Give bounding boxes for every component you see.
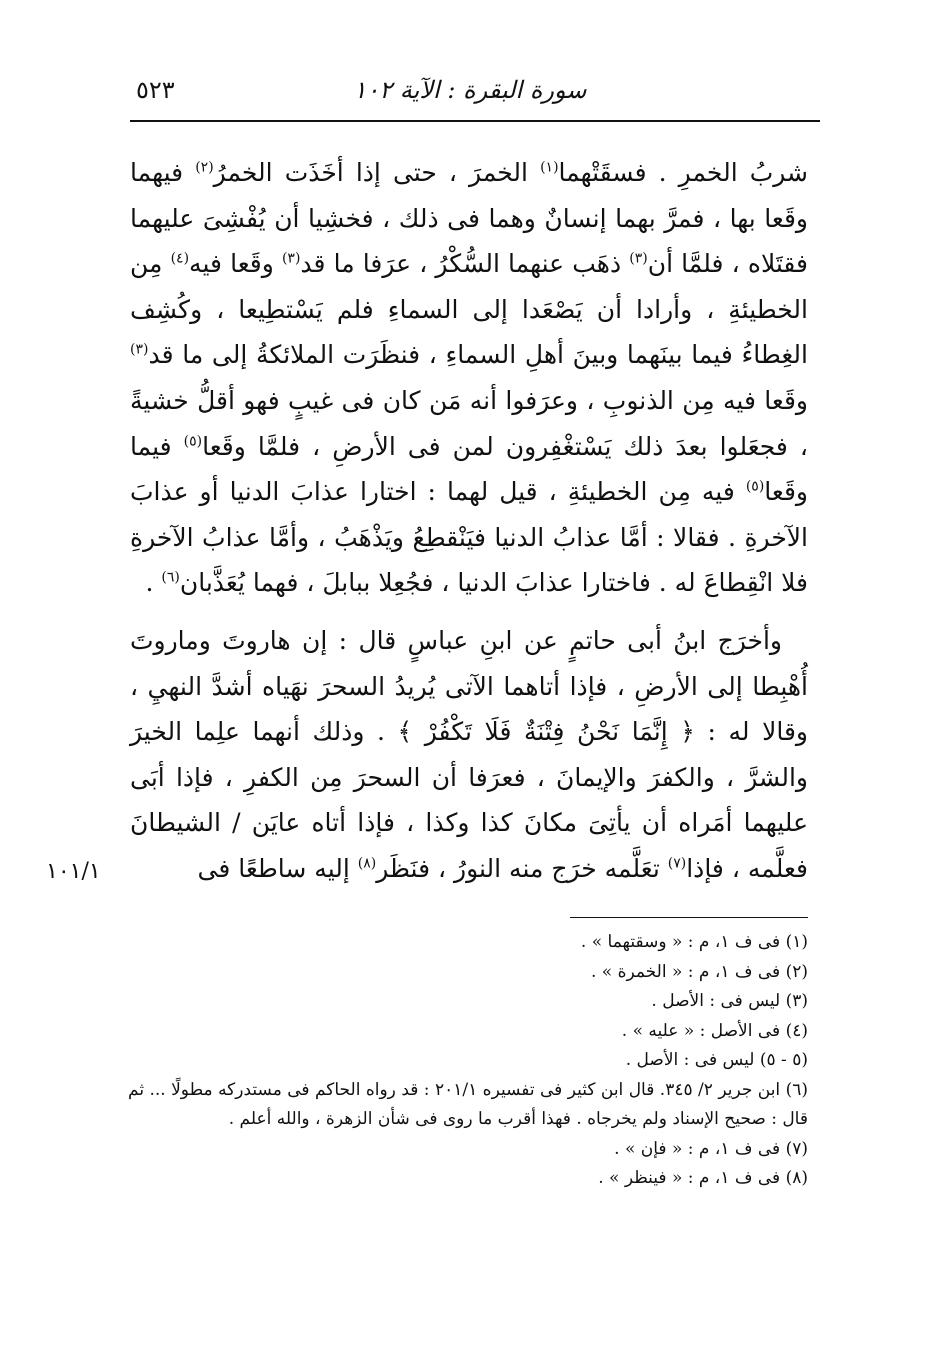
footnote-marker[interactable]: (٣) xyxy=(130,342,149,359)
text-run: فيما وقَعا xyxy=(130,431,808,507)
text-run: فيهما وقَعا بها ، فمرَّ بهما إنسانٌ وهما فى ذلك ، فخشِيا أن يُفْشِىَ عليهما فقتَلاه ، فلمَّا أن xyxy=(130,158,809,279)
text-run: الخمرَ ، حتى إذا أخَذَت الخمرُ xyxy=(213,158,541,187)
text-run: فيه مِن الخطيئةِ ، قيل لهما : اختارا عذابَ الدنيا أو عذابَ الآخرةِ . فقالا : أمَّا عذابُ الدنيا فيَنْقطِعُ ويَذْهَبُ ، وأمَّا عذابُ الآخرةِ فلا انْقِطاعَ له . فاختارا عذابَ الدنيا ، فجُعِلا ببابلَ ، فهما يُعَذَّبان xyxy=(130,477,808,598)
footnote-marker[interactable]: (٥) xyxy=(183,433,203,450)
footnote-1: (١) فى ف ١، م : « وسقتهما » . xyxy=(580,932,808,952)
footnote-marker[interactable]: (٧) xyxy=(667,855,687,872)
paragraph-2 xyxy=(130,618,808,892)
text-run: . xyxy=(145,568,162,598)
footnote-marker[interactable]: (٨) xyxy=(357,855,377,872)
page-number: ٥٢٣ xyxy=(136,76,175,104)
text-run: إليه ساطعًا فى xyxy=(197,853,358,883)
footnote-separator xyxy=(570,917,808,918)
footnote-marker[interactable]: (٤) xyxy=(170,250,190,267)
footnote-marker[interactable]: (١) xyxy=(540,159,559,176)
footnotes xyxy=(128,928,808,1194)
text-run: ذهَب عنهما السُّكْرُ ، عرَفا ما قد xyxy=(300,249,630,279)
footnote-6: (٦) ابن جرير ٢/ ٣٤٥. قال ابن كثير فى تفسيره ٢٠١/١ : قد رواه الحاكم فى مستدركه مطولًا ... ثم قال : صحيح الإسناد ولم يخرجاه . فهذا أقرب ما روى فى شأن الزهرة ، والله أعلم . xyxy=(128,1079,808,1129)
text-run: شربُ الخمرِ . فسقَتْهما xyxy=(558,158,808,187)
footnote-marker[interactable]: (٣) xyxy=(281,250,301,267)
footnote-marker[interactable]: (٥) xyxy=(745,478,765,495)
text-run: وقَعا فيه xyxy=(189,249,282,279)
footnote-marker[interactable]: (٣) xyxy=(629,250,648,267)
text-run: وأخرَج ابنُ أبى حاتمٍ عن ابنِ عباسٍ قال : إن هاروتَ وماروتَ أُهْبِطا إلى الأرضِ ، فإذا أتاهما الآتى يُريدُ السحرَ نهَياه أشدَّ النهيِ ، وقالا له : ﴿ إِنَّمَا نَحْنُ فِتْنَةٌ فَلَا تَكْفُرْ ﴾ . وذلك أنهما علِما الخيرَ والشرَّ ، والكفرَ والإيمانَ ، فعرَفا أن السحرَ مِن الكفرِ ، فإذا أبَى عليهما أمَراه أن يأتِىَ مكانَ كذا وكذا ، فإذا أتاه عايَن / الشيطانَ فعلَّمه ، فإذا xyxy=(130,625,808,883)
footnote-marker[interactable]: (٢) xyxy=(195,159,214,176)
running-header xyxy=(130,70,810,110)
footnote-7: (٧) فى ف ١، م : « فإن » . xyxy=(614,1138,808,1159)
margin-reference: ١٠١/١ xyxy=(46,859,101,884)
text-run: مِن الخطيئةِ ، وأرادا أن يَصْعَدا إلى السماءِ فلم يَسْتطِيعا ، وكُشِف الغِطاءُ فيما بينَهما وبينَ أهلِ السماءِ ، فنظَرَت الملائكةُ إلى ما قد xyxy=(130,249,808,370)
main-text xyxy=(130,150,808,892)
footnote-4: (٤) فى الأصل : « عليه » . xyxy=(621,1020,808,1041)
footnote-5: (٥ - ٥) ليس فى : الأصل . xyxy=(625,1050,808,1070)
text-run: وقَعا فيه مِن الذنوبِ ، وعرَفوا أنه مَن كان فى غيبٍ فهو أقلُّ خشيةً ، فجعَلوا بعدَ ذلك يَسْتغْفِرون لمن فى الأرضِ ، فلمَّا وقَعا xyxy=(130,385,808,461)
paragraph-1 xyxy=(130,150,808,606)
running-title: سورة البقرة : الآية ١٠٢ xyxy=(353,76,587,104)
text-run: تعَلَّمه خرَج منه النورُ ، فنَظَر xyxy=(376,853,668,883)
footnote-8: (٨) فى ف ١، م : « فينظر » . xyxy=(598,1168,808,1188)
header-rule xyxy=(130,120,820,122)
footnote-2: (٢) فى ف ١، م : « الخمرة » . xyxy=(590,961,808,982)
footnote-marker[interactable]: (٦) xyxy=(161,570,180,587)
footnote-3: (٣) ليس فى : الأصل . xyxy=(651,991,808,1011)
